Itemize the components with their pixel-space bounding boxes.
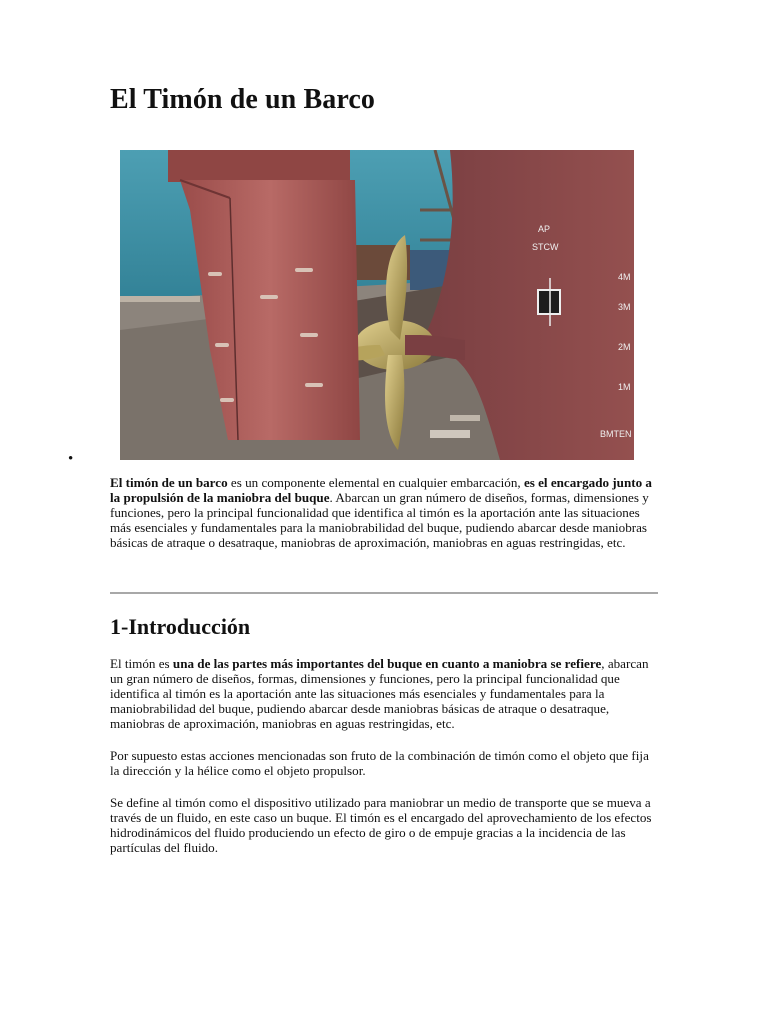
body-text: El timón es (110, 656, 173, 671)
page-title: El Timón de un Barco (110, 84, 375, 115)
svg-text:STCW: STCW (532, 242, 559, 252)
svg-text:2M: 2M (618, 342, 631, 352)
ship-rudder-photo (120, 150, 634, 460)
svg-text:AP: AP (538, 224, 551, 234)
section-paragraph-2: Por supuesto estas acciones mencionadas son fruto de la combinación de timón como el objeto que fija la dirección y la hélice como el objeto propulsor. (110, 748, 649, 778)
svg-text:BMTEN: BMTEN (600, 429, 632, 439)
body-text: , abarcan un gran número de diseños, formas, dimensiones y funciones, pero la principal funcionalidad que identifica al timón es la aportación ante las situaciones más esenciales y fundamentales para la maniobrabilidad del buque, pudiendo abarcar desde maniobras básicas de atraque o desatraque, maniobras de aproximación, maniobras en aguas restringidas, etc. (110, 656, 649, 731)
section-divider (110, 592, 658, 594)
svg-text:4M: 4M (618, 272, 631, 282)
svg-text:3M: 3M (618, 302, 631, 312)
body-text: es un componente elemental en cualquier embarcación, (227, 475, 524, 490)
bold-text: es el encargado junto a la propulsión de la maniobra del buque (110, 475, 652, 505)
bold-text: El timón de un barco (110, 475, 228, 490)
list-bullet: • (68, 451, 74, 467)
body-text: . Abarcan un gran número de diseños, formas, dimensiones y funciones, pero la principal funcionalidad que identifica al timón es la aportación ante las situaciones más esenciales y fundamentales para la maniobrabilidad del buque, pudiendo abarcar desde maniobras básicas de atraque o desatraque, maniobras de aproximación, maniobras en aguas restringidas, etc. (110, 490, 649, 550)
intro-paragraph (110, 475, 658, 550)
bold-text: una de las partes más importantes del buque en cuanto a maniobra se refiere (172, 656, 602, 671)
svg-text:1M: 1M (618, 382, 631, 392)
section-heading: 1-Introducción (110, 614, 251, 639)
rudder-illustration (120, 150, 634, 460)
section-paragraph-3: Se define al timón como el dispositivo utilizado para maniobrar un medio de transporte que se mueva a través de un fluido, en este caso un buque. El timón es el encargado del aprovechamiento de los efectos hidrodinámicos del fluido produciendo un efecto de giro o de empuje gracias a la incidencia de las partículas del fluido. (110, 795, 652, 855)
section-paragraph-1 (110, 656, 658, 731)
